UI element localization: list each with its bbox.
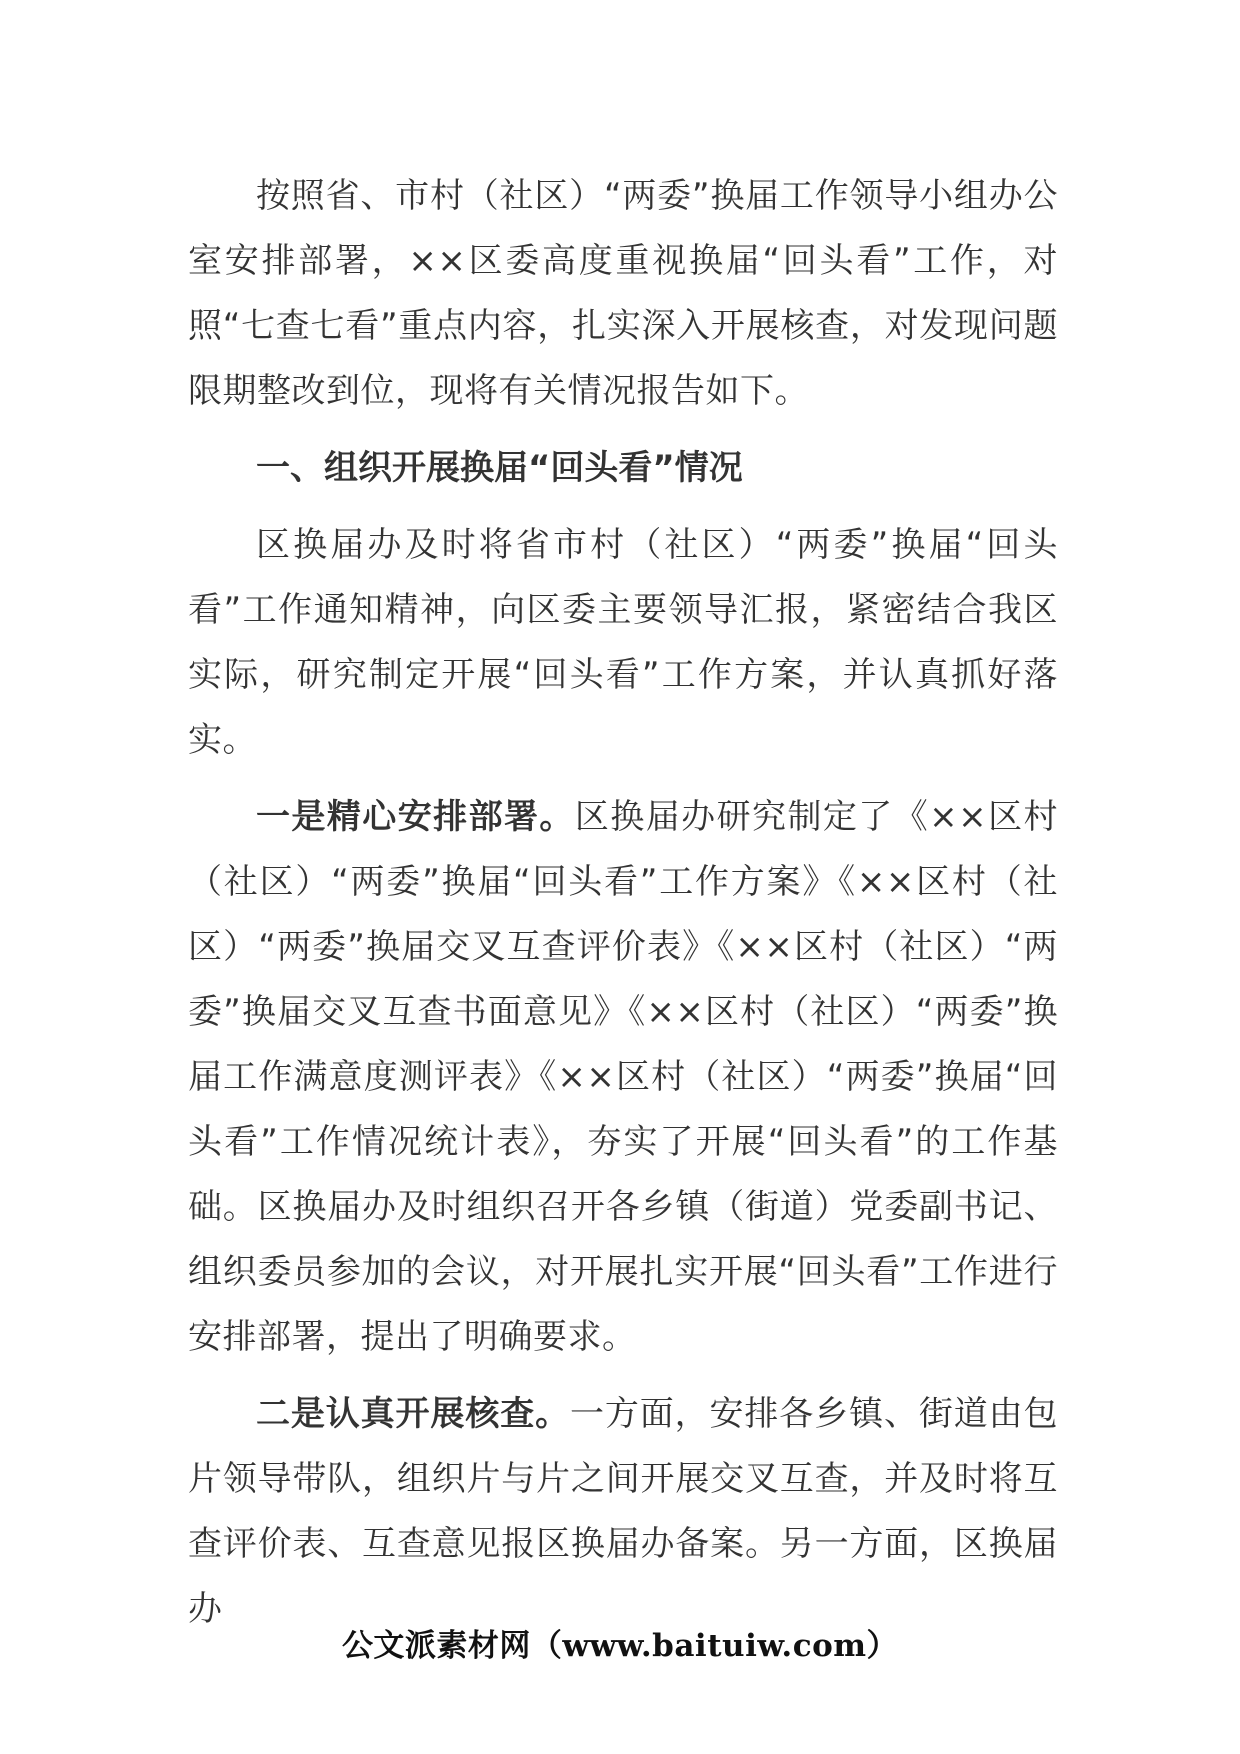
section-heading: 一、组织开展换届“回头看”情况 (256, 448, 743, 488)
point-one-paragraph (188, 785, 1058, 1370)
footer-watermark: 公文派素材网（www.baituiw.com） (341, 1628, 899, 1664)
point-one-body: 区换届办研究制定了《××区村（社区）“两委”换届“回头看”工作方案》《××区村（社区）“两委”换届交叉互查评价表》《××区村（社区）“两委”换届交叉互查书面意见》《××区村（社区）“两委”换届工作满意度测评表》《××区村（社区）“两委”换届“回头看”工作情况统计表》，夯实了开展“回头看”的工作基础。区换届办及时组织召开各乡镇（街道）党委副书记、组织委员参加的会议，对开展扎实开展“回头看”工作进行安排部署，提出了明确要求。 (188, 797, 1059, 1357)
point-one-lead: 一是精心安排部署。 (256, 797, 575, 837)
document-body (188, 164, 1058, 1642)
point-two-paragraph (188, 1382, 1058, 1642)
point-two-body: 一方面，安排各乡镇、街道由包片领导带队，组织片与片之间开展交叉互查，并及时将互查评价表、互查意见报区换届办备案。另一方面，区换届办 (188, 1394, 1059, 1629)
intro-paragraph: 按照省、市村（社区）“两委”换届工作领导小组办公室安排部署，××区委高度重视换届“回头看”工作，对照“七查七看”重点内容，扎实深入开展核查，对发现问题限期整改到位，现将有关情况报告如下。 (188, 176, 1058, 411)
section-paragraph: 区换届办及时将省市村（社区）“两委”换届“回头看”工作通知精神，向区委主要领导汇报，紧密结合我区实际，研究制定开展“回头看”工作方案，并认真抓好落实。 (188, 525, 1058, 760)
point-two-lead: 二是认真开展核查。 (256, 1394, 570, 1434)
